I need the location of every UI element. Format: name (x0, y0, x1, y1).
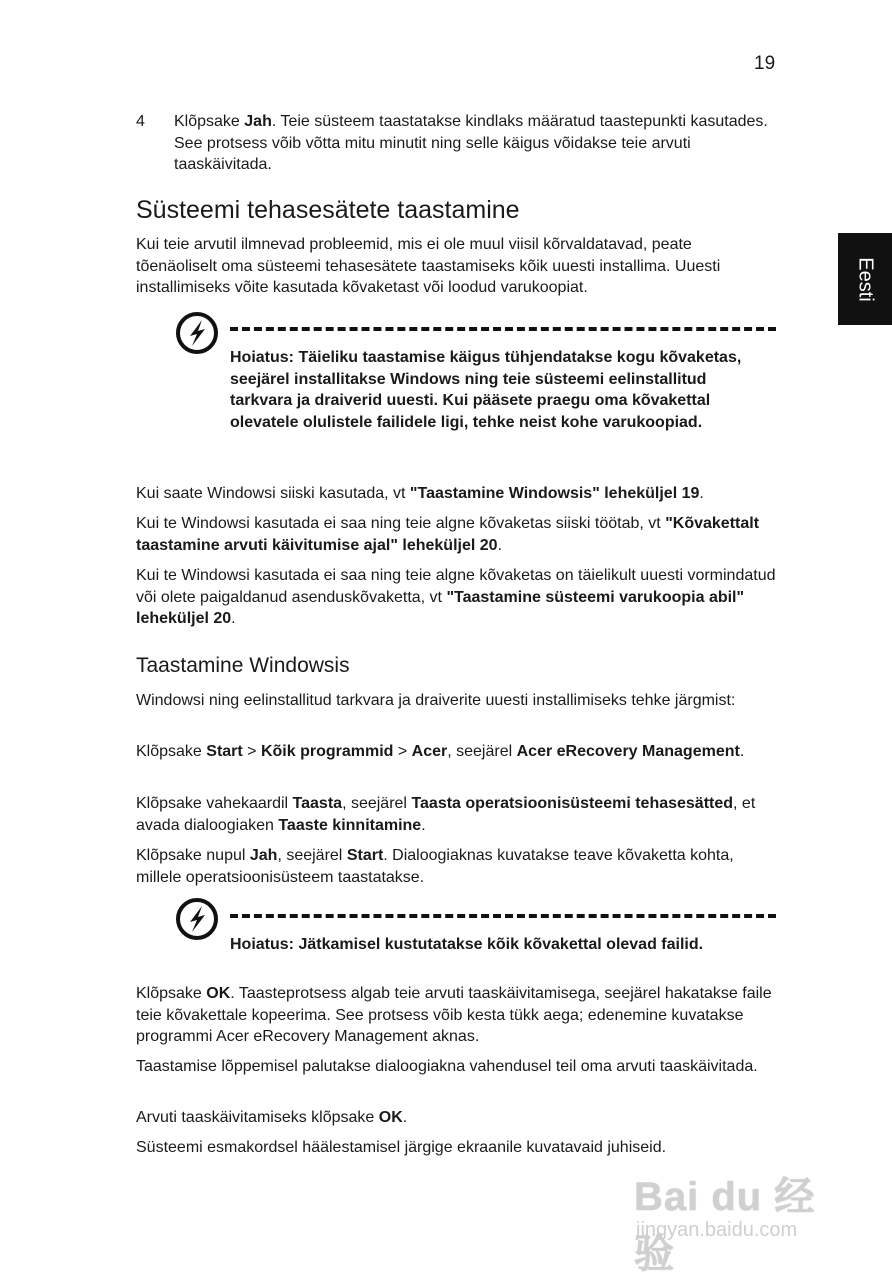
instruction-3: Klõpsake nupul Jah, seejärel Start. Dialoogiaknas kuvatakse teave kõvaketta kohta, millele operatsioonisüsteem taastatakse. (136, 847, 734, 886)
language-tab-label: Eesti (854, 256, 877, 302)
language-tab (838, 233, 892, 325)
warning-divider (230, 914, 776, 918)
warning-text: Hoiatus: Täieliku taastamise käigus tühjendatakse kogu kõvaketas, seejärel installitakse Windows ning teie süsteemi eelinstallitud tarkvara ja draiverid uuesti. Kui pääsete praegu oma kõvakettal olevatele olulistele failidele ligi, tehke neist kohe varukoopiad. (230, 349, 742, 431)
subsection-intro: Windowsi ning eelinstallitud tarkvara ja draiverite uuesti installimiseks tehke järgmist: (136, 692, 736, 709)
instruction-5: Taastamise lõppemisel palutakse dialoogiakna vahendusel teil oma arvuti taaskäivitada. (136, 1058, 758, 1075)
warning-divider (230, 327, 776, 331)
intro-paragraph: Kui teie arvutil ilmnevad probleemid, mis ei ole muul viisil kõrvaldatavad, peate tõenäoliselt oma süsteemi tehasesätete taastamiseks kõik uuesti installima. Uuesti installimiseks võite kasutada kõvaketast või loodud varukoopiat. (136, 236, 721, 296)
instruction-7: Süsteemi esmakordsel häälestamisel järgige ekraanile kuvatavaid juhiseid. (136, 1139, 667, 1156)
reference-3: Kui te Windowsi kasutada ei saa ning teie algne kõvaketas on täielikult uuesti vormindatud või olete paigaldanud asenduskõvaketta, vt "Taastamine süsteemi varukoopia abil" leheküljel 20. (136, 567, 776, 627)
reference-2: Kui te Windowsi kasutada ei saa ning teie algne kõvaketas siiski töötab, vt "Kõvakettalt taastamine arvuti käivitumise ajal" leheküljel 20. (136, 515, 760, 554)
instruction-4: Klõpsake OK. Taasteprotsess algab teie arvuti taaskäivitamisega, seejärel hakatakse faile teie kõvakettale kopeerima. See protsess võib kesta tükk aega; edenemine kuvatakse programmi Acer eRecovery Management aknas. (136, 985, 772, 1045)
warning-text: Hoiatus: Jätkamisel kustutatakse kõik kõvakettal olevad failid. (230, 936, 704, 953)
reference-1: Kui saate Windowsi siiski kasutada, vt "Taastamine Windowsis" leheküljel 19. (136, 485, 704, 502)
watermark-logo: Bai du 经验 (634, 1175, 816, 1276)
section-title: Süsteemi tehasesätete taastamine (136, 196, 520, 224)
instruction-6: Arvuti taaskäivitamiseks klõpsake OK. (136, 1109, 408, 1126)
step-4 (136, 111, 776, 176)
subsection-title: Taastamine Windowsis (136, 654, 350, 677)
step-4-text: Klõpsake Jah. Teie süsteem taastatakse kindlaks määratud taastepunkti kasutades. See protsess võib võtta mitu minutit ning selle käigus võidakse teie arvuti taaskäivitada. (174, 113, 768, 173)
instruction-2: Klõpsake vahekaardil Taasta, seejärel Taasta operatsioonisüsteemi tehasesätted, et avada dialoogiaken Taaste kinnitamine. (136, 795, 756, 834)
instruction-1: Klõpsake Start > Kõik programmid > Acer, seejärel Acer eRecovery Management. (136, 743, 745, 760)
warning-icon (175, 311, 219, 355)
page-number: 19 (754, 53, 776, 74)
step-number: 4 (136, 113, 145, 130)
watermark (634, 1143, 844, 1276)
watermark-url: jingyan.baidu.com (636, 1219, 798, 1241)
warning-icon (175, 897, 219, 941)
